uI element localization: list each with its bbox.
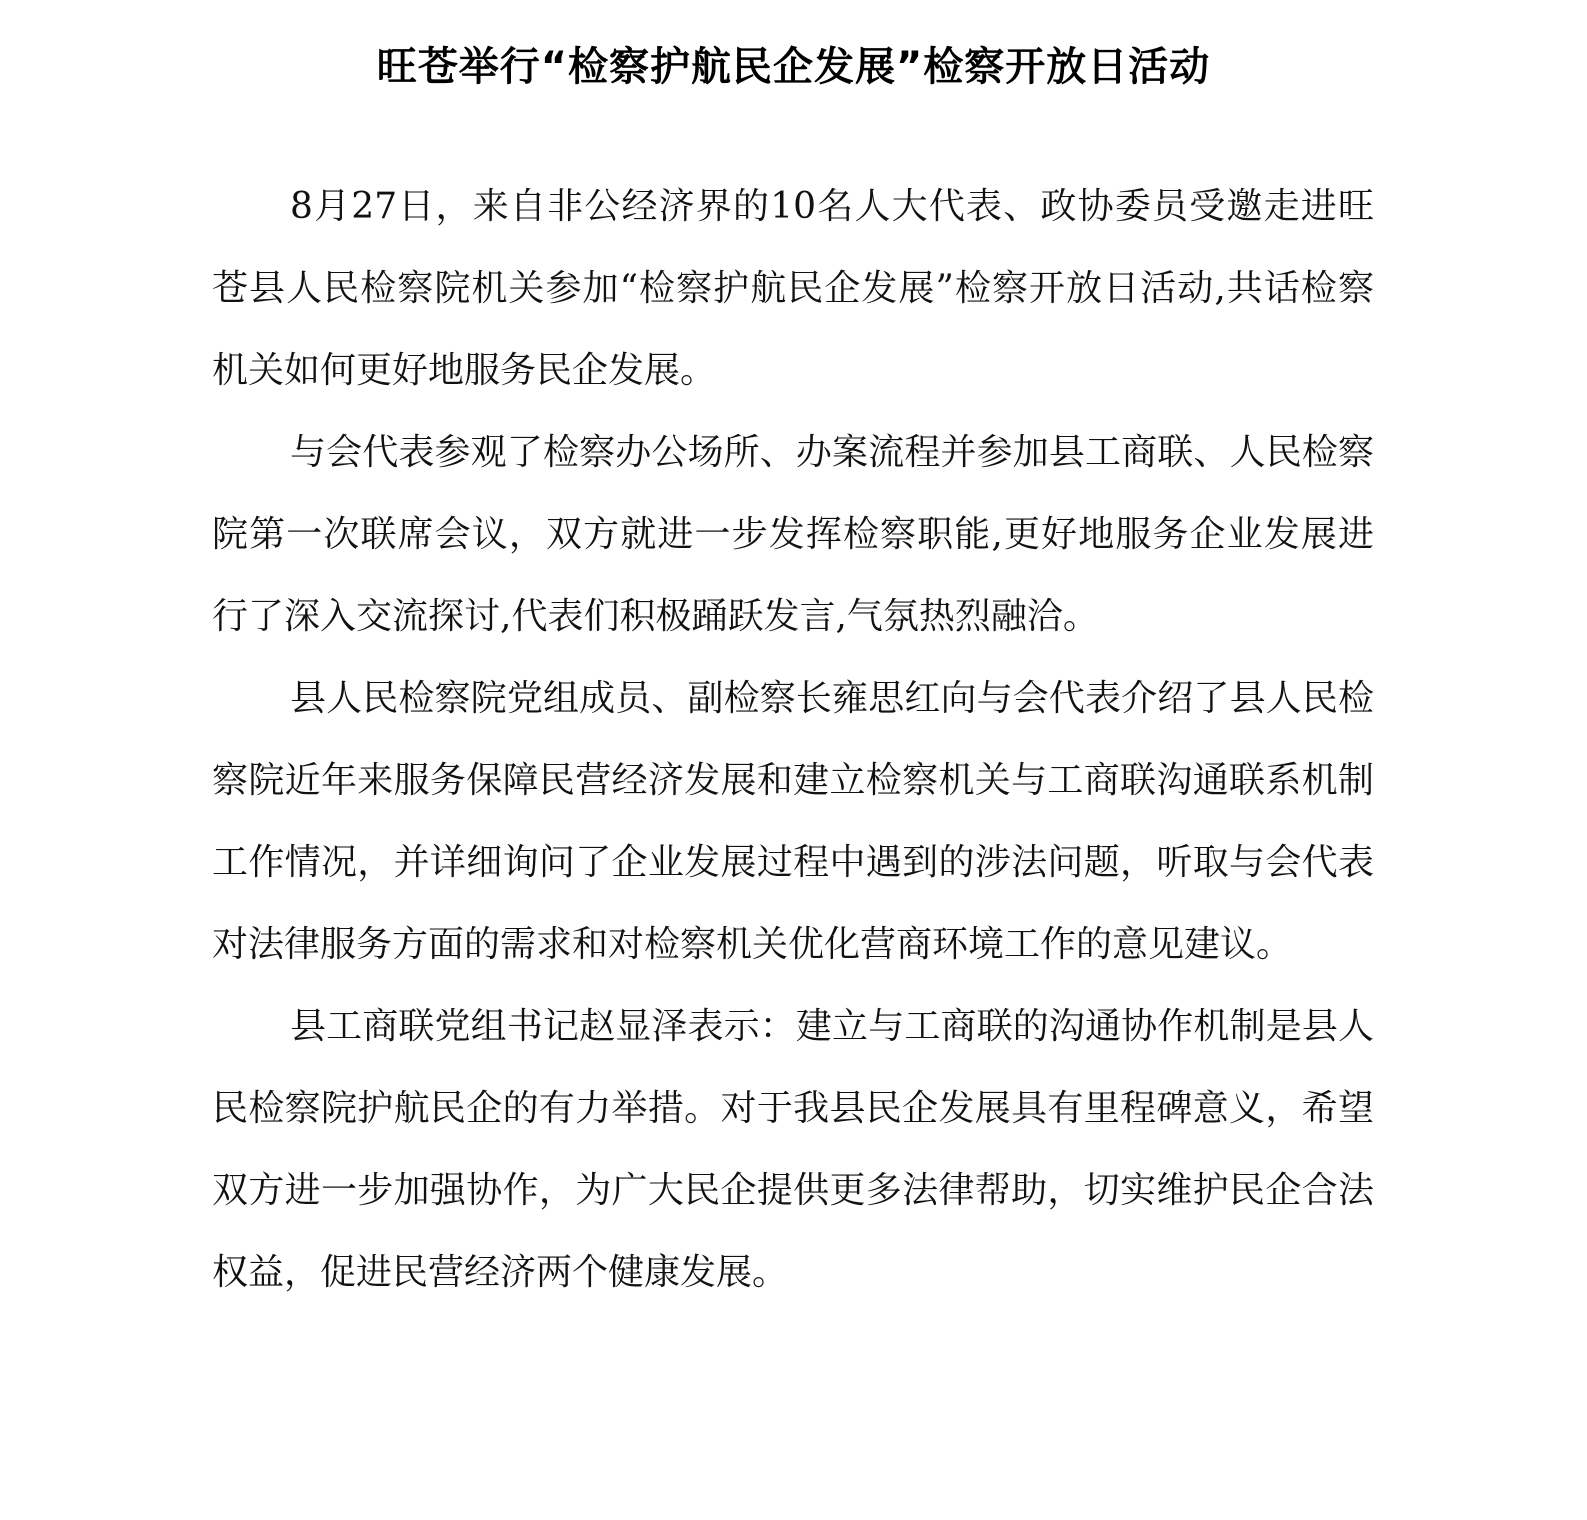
document-title: 旺苍举行“检察护航民企发展”检察开放日活动 xyxy=(376,43,1211,90)
paragraph-2: 与会代表参观了检察办公场所、办案流程并参加县工商联、人民检察院第一次联席会议，双方就进一步发挥检察职能,更好地服务企业发展进行了深入交流探讨,代表们积极踊跃发言,气氛热烈融洽。 xyxy=(212,432,1374,637)
paragraph-4: 县工商联党组书记赵显泽表示：建立与工商联的沟通协作机制是县人民检察院护航民企的有力举措。对于我县民企发展具有里程碑意义，希望双方进一步加强协作，为广大民企提供更多法律帮助，切实维护民企合法权益，促进民营经济两个健康发展。 xyxy=(212,1006,1374,1293)
paragraph-3: 县人民检察院党组成员、副检察长雍思红向与会代表介绍了县人民检察院近年来服务保障民营经济发展和建立检察机关与工商联沟通联系机制工作情况，并详细询问了企业发展过程中遇到的涉法问题，听取与会代表对法律服务方面的需求和对检察机关优化营商环境工作的意见建议。 xyxy=(212,678,1374,965)
article-body xyxy=(212,166,1374,1314)
paragraph-1: 8月27日，来自非公经济界的10名人大代表、政协委员受邀走进旺苍县人民检察院机关参加“检察护航民企发展”检察开放日活动,共话检察机关如何更好地服务民企发展。 xyxy=(212,186,1374,391)
